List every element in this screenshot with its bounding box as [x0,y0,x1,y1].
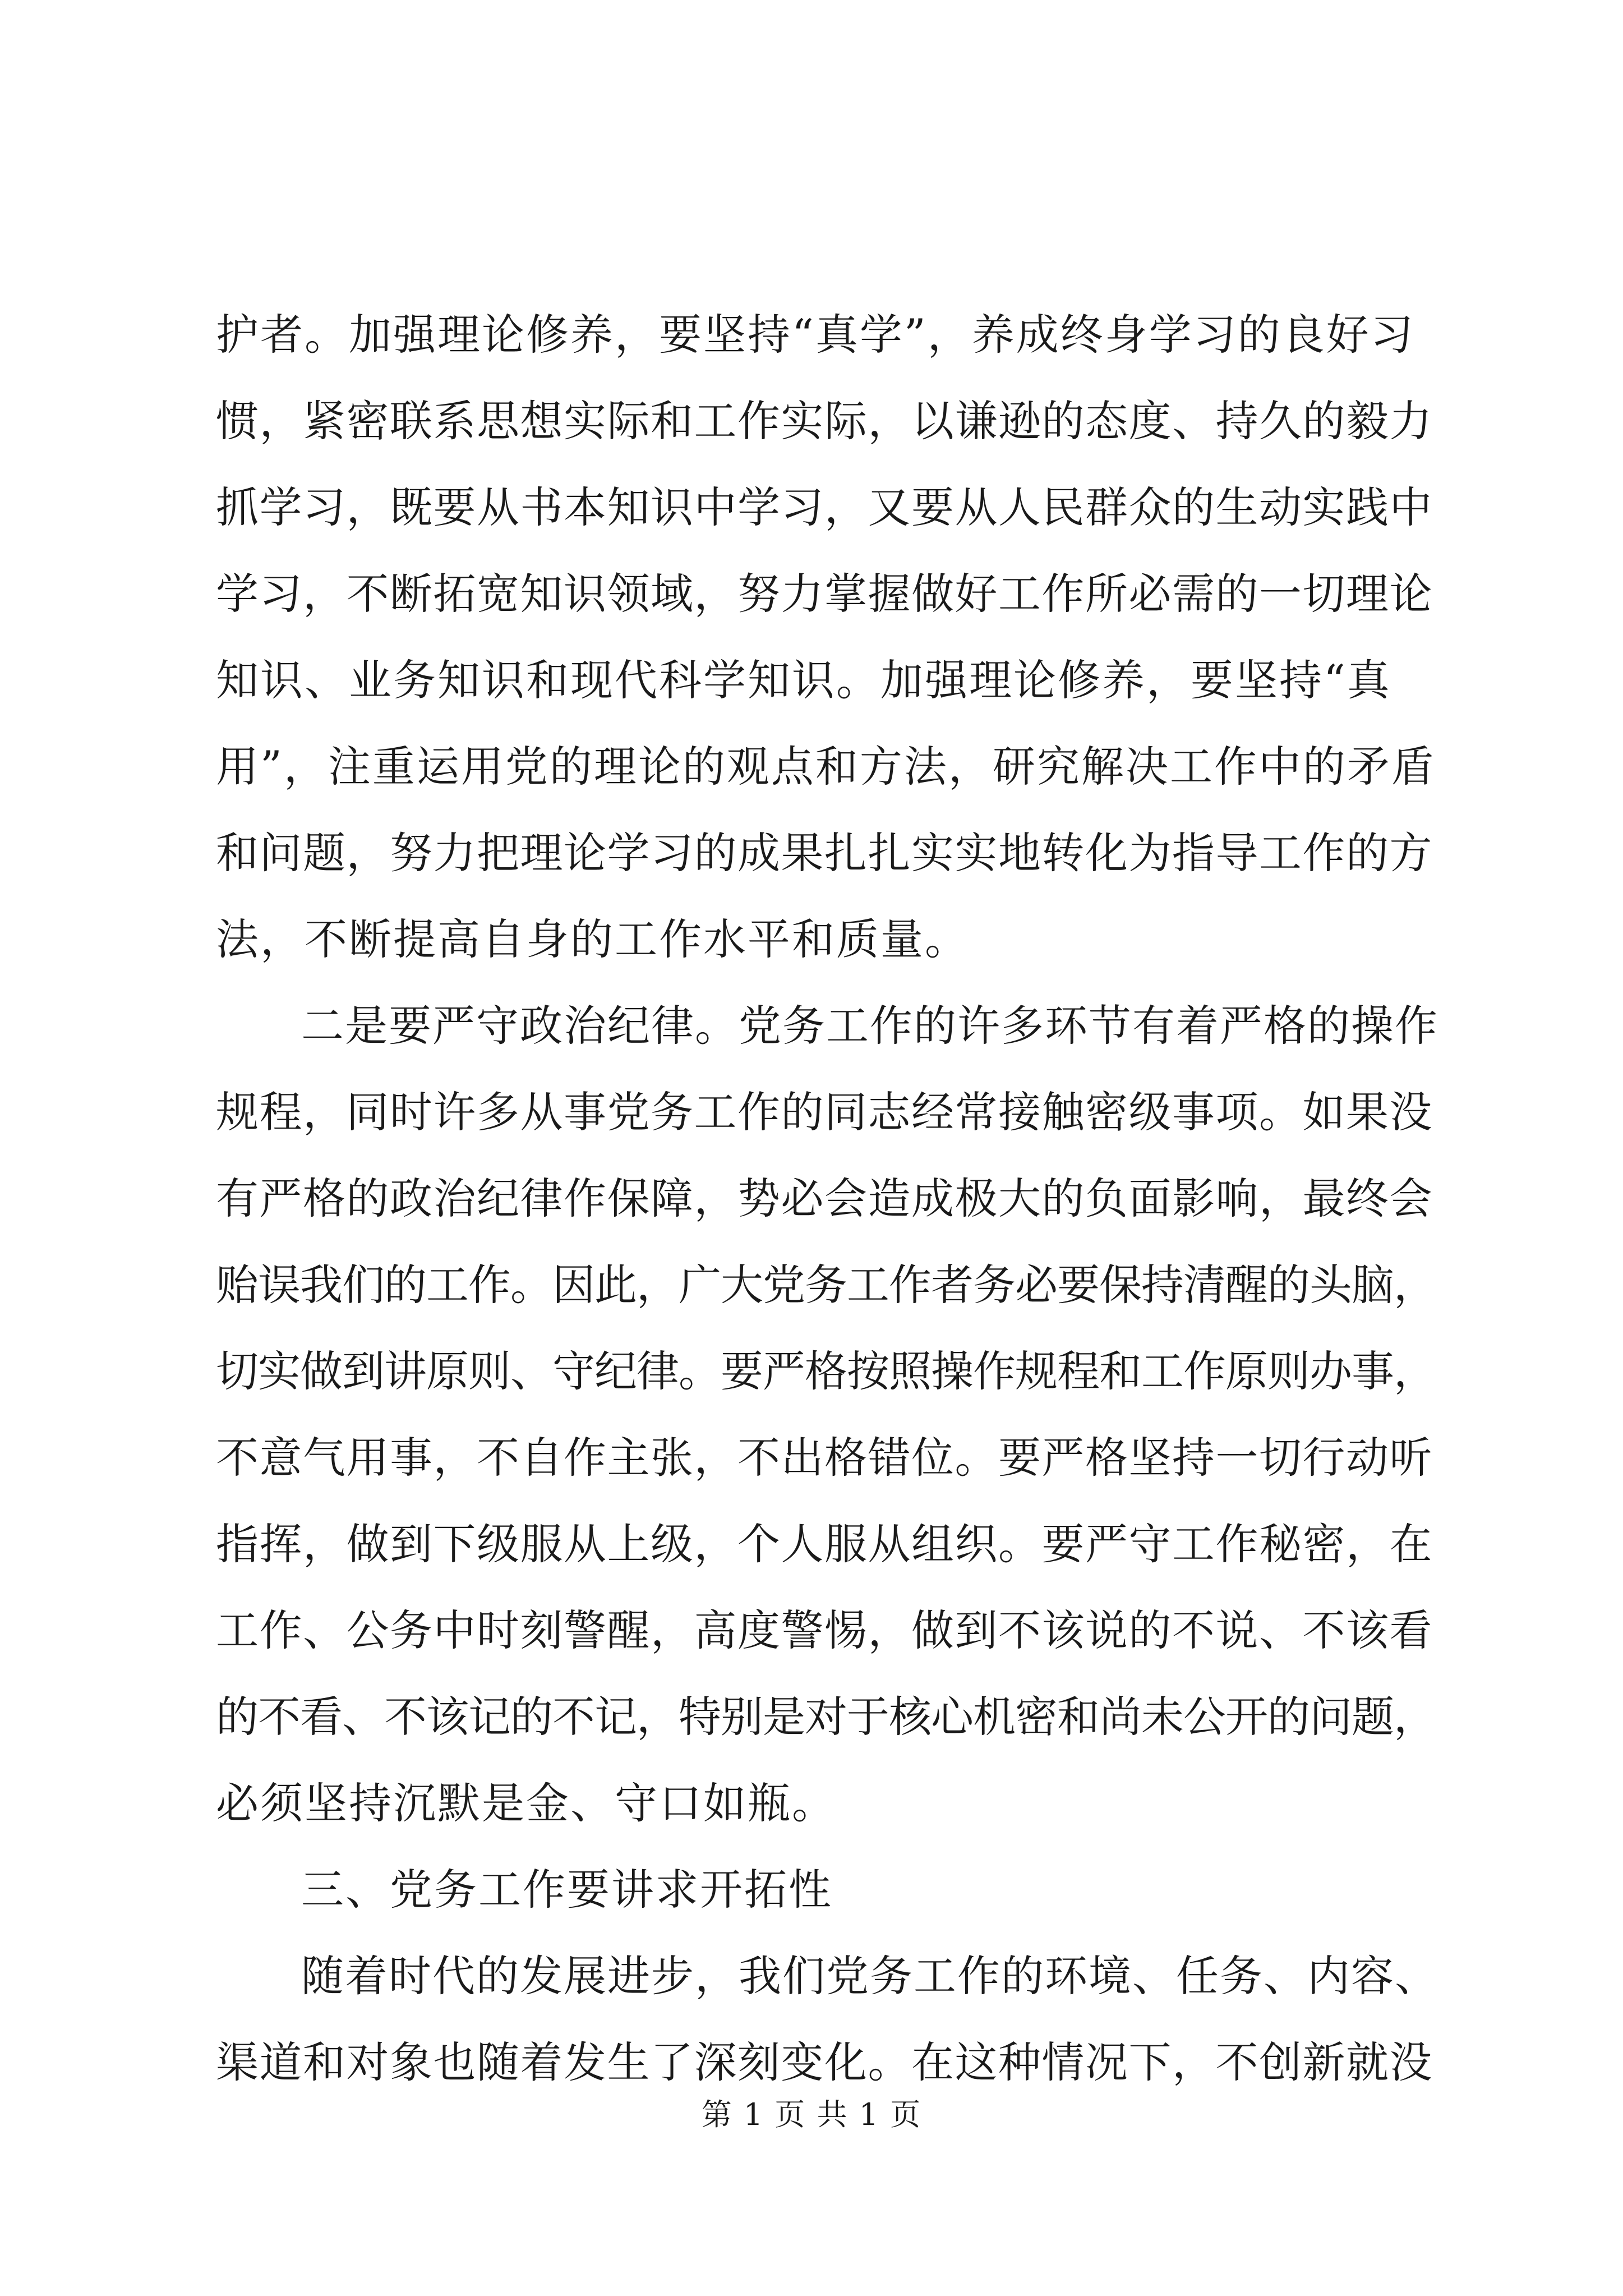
text-line: 惯，紧密联系思想实际和工作实际，以谦逊的态度、持久的毅力 [216,396,1433,446]
text-line: 渠道和对象也随着发生了深刻变化。在这种情况下，不创新就没 [216,2037,1433,2087]
text-line: 工作、公务中时刻警醒，高度警惕，做到不该说的不说、不该看 [216,1605,1433,1655]
paragraph-start-line: 二是要严守政治纪律。党务工作的许多环节有着严格的操作 [301,1001,1438,1051]
text-line: 和问题，努力把理论学习的成果扎扎实实地转化为指导工作的方 [216,828,1433,878]
text-line: 护者。加强理论修养，要坚持“真学”，养成终身学习的良好习 [216,310,1415,360]
page-number-footer: 第 1 页 共 1 页 [701,2097,922,2132]
text-line: 学习，不断拓宽知识领域，努力掌握做好工作所必需的一切理论 [216,569,1433,619]
text-line: 切实做到讲原则、守纪律。要严格按照操作规程和工作原则办事， [216,1346,1436,1396]
text-line: 法，不断提高自身的工作水平和质量。 [216,914,969,964]
text-line: 必须坚持沉默是金、守口如瓶。 [216,1778,836,1828]
text-line: 用”，注重运用党的理论的观点和方法，研究解决工作中的矛盾 [216,742,1436,792]
document-body [216,292,1438,2106]
text-line: 抓学习，既要从书本知识中学习，又要从人民群众的生动实践中 [216,482,1433,532]
text-line: 指挥，做到下级服从上级，个人服从组织。要严守工作秘密，在 [216,1519,1433,1569]
text-line: 不意气用事，不自作主张，不出格错位。要严格坚持一切行动听 [216,1433,1433,1483]
paragraph-start-line: 随着时代的发展进步，我们党务工作的环境、任务、内容、 [301,1951,1438,2001]
section-heading: 三、党务工作要讲求开拓性 [301,1865,833,1915]
text-line: 规程，同时许多从事党务工作的同志经常接触密级事项。如果没 [216,1087,1433,1137]
text-line: 知识、业务知识和现代科学知识。加强理论修养，要坚持“真 [216,655,1391,705]
text-line: 的不看、不该记的不记，特别是对于核心机密和尚未公开的问题， [216,1692,1436,1742]
text-line: 有严格的政治纪律作保障，势必会造成极大的负面影响，最终会 [216,1174,1433,1223]
text-line: 贻误我们的工作。因此，广大党务工作者务必要保持清醒的头脑， [216,1260,1436,1310]
